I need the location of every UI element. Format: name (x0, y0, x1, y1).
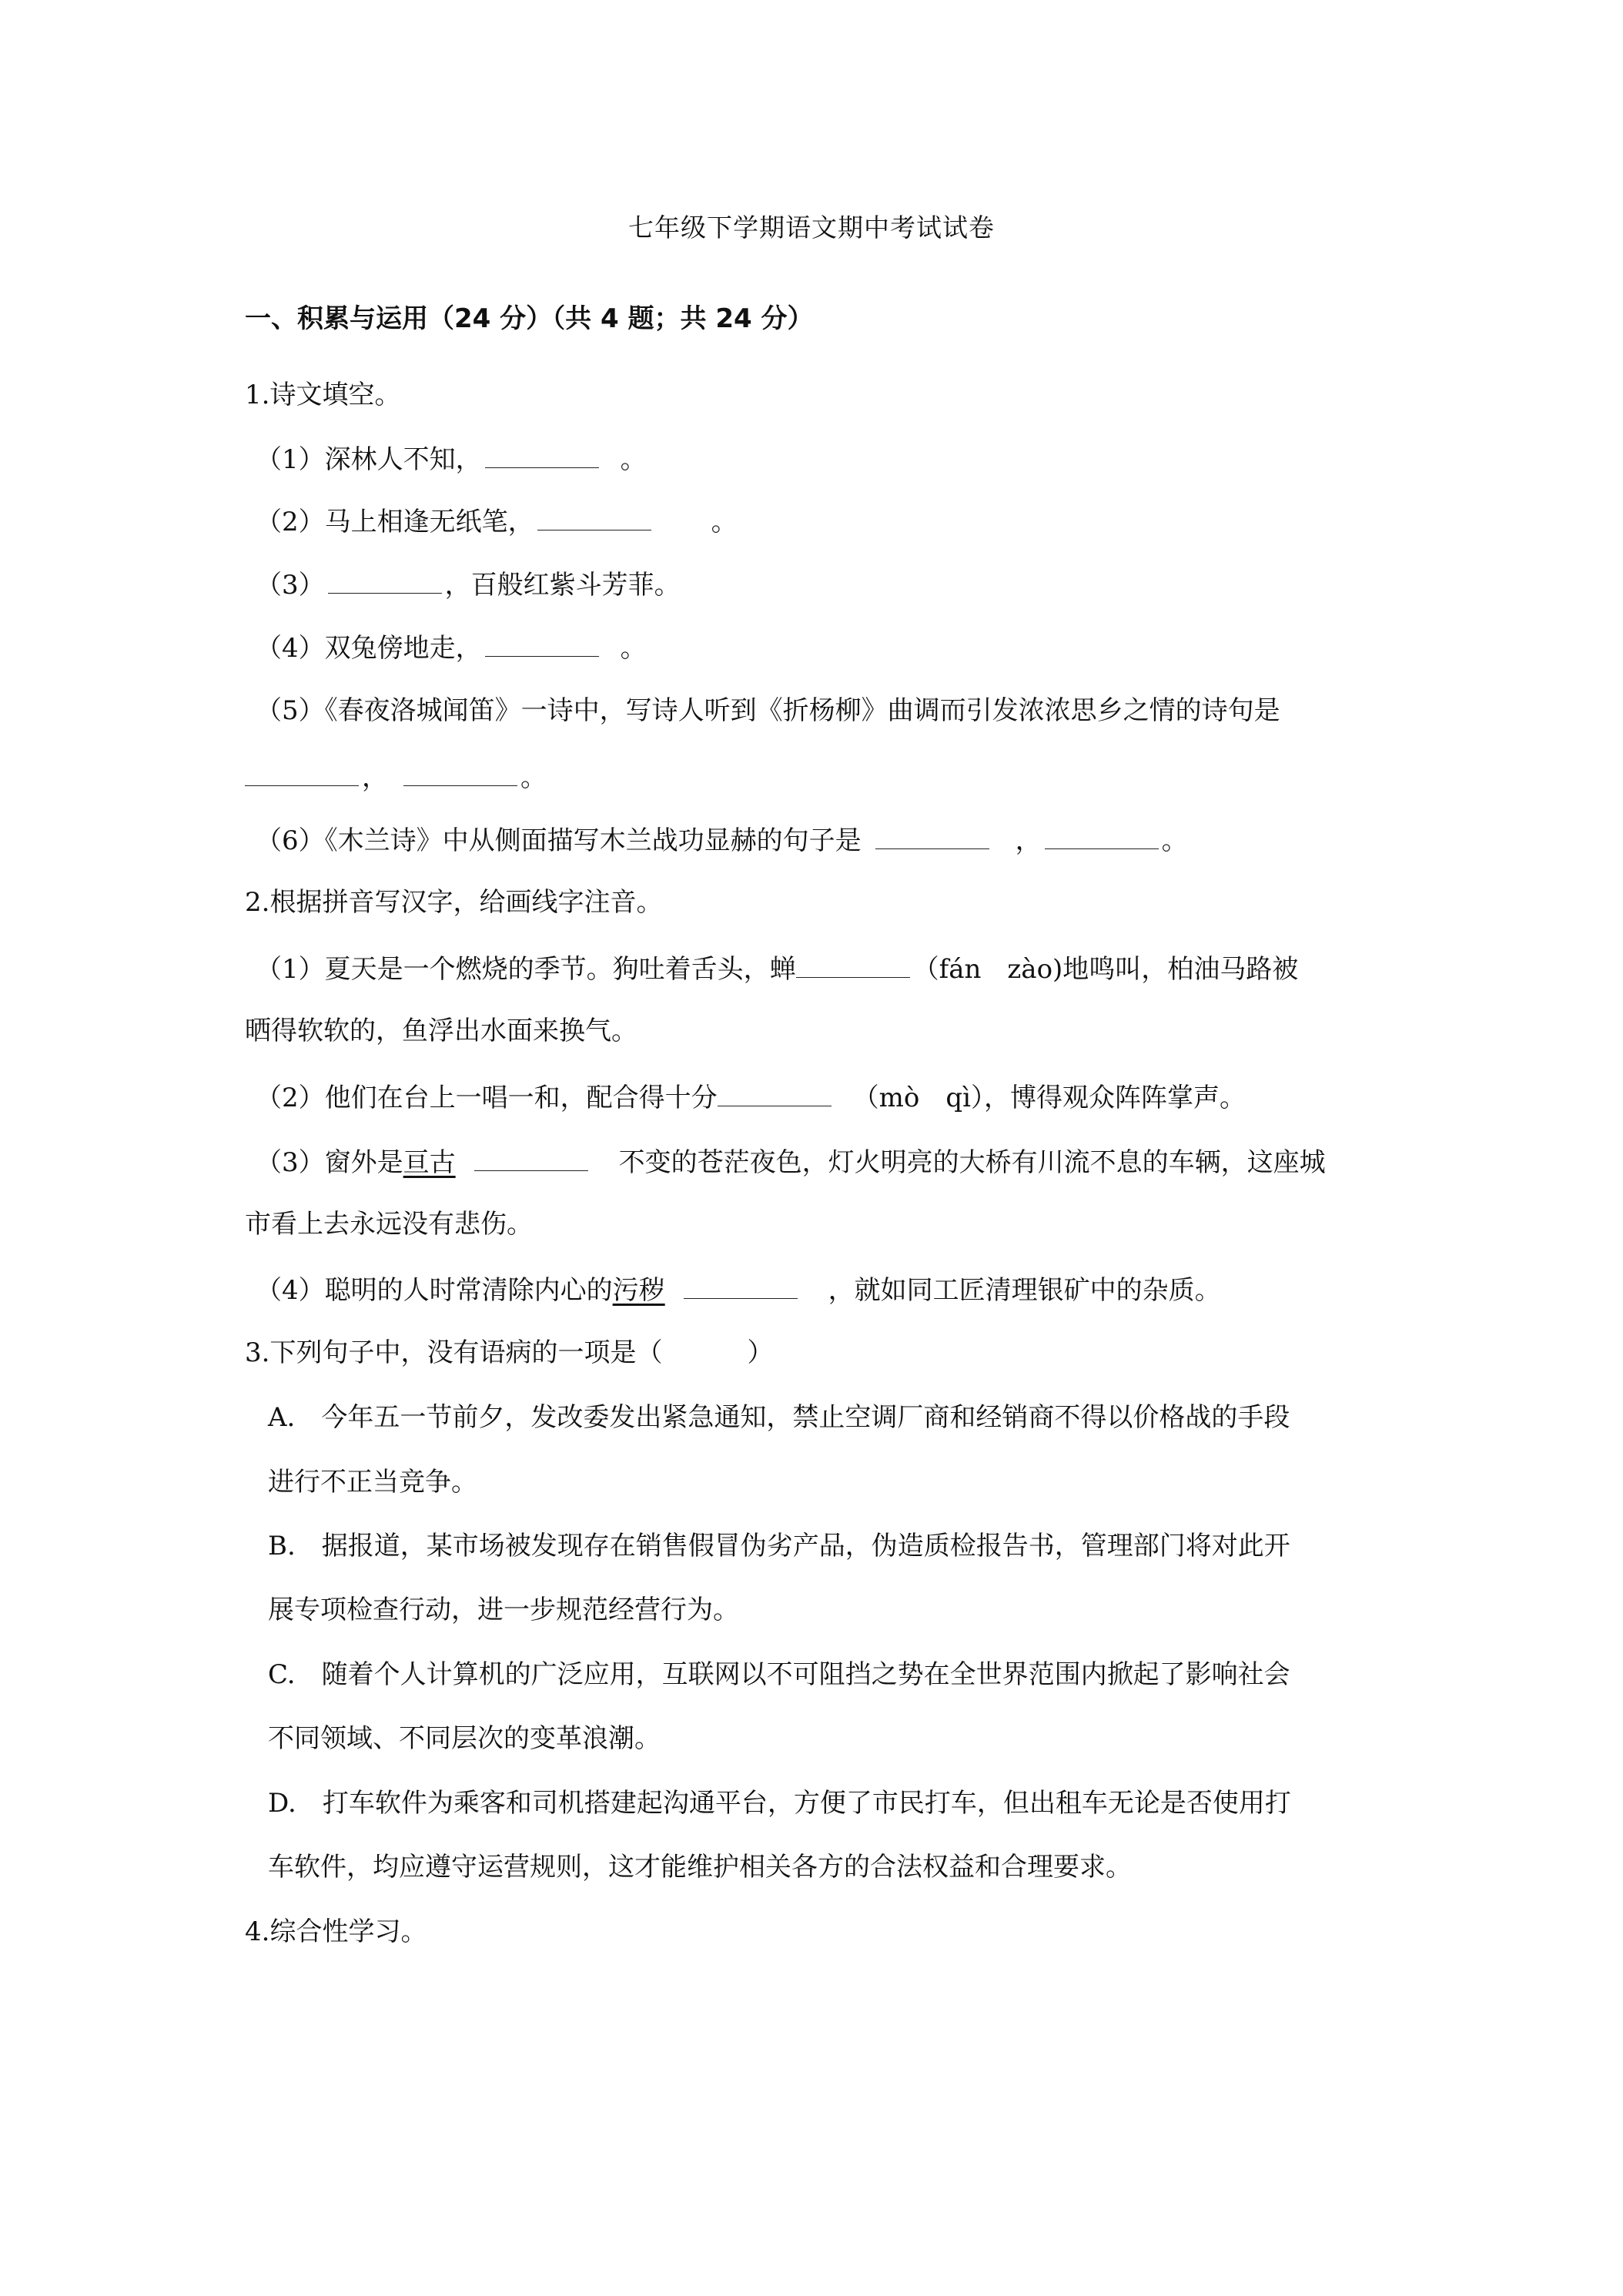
section-heading: 一、积累与运用（24 分）（共 4 题；共 24 分） (245, 303, 814, 334)
question-1-stem: 1.诗文填空。 (245, 380, 401, 410)
answer-blank[interactable] (328, 570, 442, 594)
q1-item-6: （6）《木兰诗》中从侧面描写木兰战功显赫的句子是 ， 。 (256, 825, 1188, 856)
q1-item-1: （1）深林人不知， 。 (256, 444, 647, 475)
answer-blank[interactable] (485, 444, 599, 468)
q2-item-1-cont: 晒得软软的，鱼浮出水面来换气。 (245, 1016, 637, 1046)
answer-blank[interactable] (474, 1147, 588, 1171)
q2-item-2: （2）他们在台上一唱一和，配合得十分 （mò qì），博得观众阵阵掌声。 (256, 1083, 1246, 1113)
underlined-word: 污秽 (612, 1275, 665, 1306)
q2-item-3-cont: 市看上去永远没有悲伤。 (245, 1209, 533, 1240)
answer-blank[interactable] (537, 507, 651, 530)
question-3-stem: 3.下列句子中，没有语病的一项是（ ） (245, 1337, 774, 1368)
q2-item-3: （3）窗外是亘古 不变的苍茫夜色，灯火明亮的大桥有川流不息的车辆，这座城 (256, 1147, 1326, 1178)
option-b[interactable]: B. 据报道，某市场被发现存在销售假冒伪劣产品，伪造质检报告书，管理部门将对此开 (268, 1531, 1290, 1561)
answer-blank[interactable] (684, 1275, 798, 1299)
q1-item-5-cont: ， 。 (245, 762, 547, 791)
question-2-stem: 2.根据拼音写汉字，给画线字注音。 (245, 887, 663, 918)
answer-blank[interactable] (875, 825, 989, 849)
answer-blank[interactable] (485, 633, 599, 657)
question-4-stem: 4.综合性学习。 (245, 1916, 427, 1947)
q1-item-5: （5）《春夜洛城闻笛》一诗中，写诗人听到《折杨柳》曲调而引发浓浓思乡之情的诗句是 (256, 695, 1280, 726)
answer-blank[interactable] (796, 954, 910, 978)
option-d[interactable]: D. 打车软件为乘客和司机搭建起沟通平台，方便了市民打车，但出租车无论是否使用打 (268, 1788, 1291, 1819)
q1-item-4: （4）双兔傍地走， 。 (256, 633, 647, 664)
q1-item-2: （2）马上相逢无纸笔， 。 (256, 507, 738, 537)
q1-item-3: （3） ，百般红紫斗芳菲。 (256, 570, 681, 601)
q2-item-4: （4）聪明的人时常清除内心的污秽 ，就如同工匠清理银矿中的杂质。 (256, 1275, 1221, 1306)
answer-blank[interactable] (403, 762, 517, 786)
option-a-cont: 进行不正当竞争。 (268, 1467, 477, 1498)
answer-blank[interactable] (245, 762, 359, 786)
option-c[interactable]: C. 随着个人计算机的广泛应用，互联网以不可阻挡之势在全世界范围内掀起了影响社会 (268, 1659, 1290, 1690)
option-d-cont: 车软件，均应遵守运营规则，这才能维护相关各方的合法权益和合理要求。 (268, 1852, 1132, 1883)
q2-item-1: （1）夏天是一个燃烧的季节。狗吐着舌头，蝉 （fán zào)地鸣叫，柏油马路被 (256, 954, 1299, 985)
answer-blank[interactable] (1045, 825, 1159, 849)
option-a[interactable]: A. 今年五一节前夕，发改委发出紧急通知，禁止空调厂商和经销商不得以价格战的手段 (268, 1402, 1290, 1433)
option-c-cont: 不同领域、不同层次的变革浪潮。 (268, 1723, 661, 1754)
page-title: 七年级下学期语文期中考试试卷 (628, 213, 995, 243)
answer-blank[interactable] (718, 1083, 832, 1106)
underlined-word: 亘古 (403, 1147, 456, 1178)
option-b-cont: 展专项检查行动，进一步规范经营行为。 (268, 1595, 739, 1625)
